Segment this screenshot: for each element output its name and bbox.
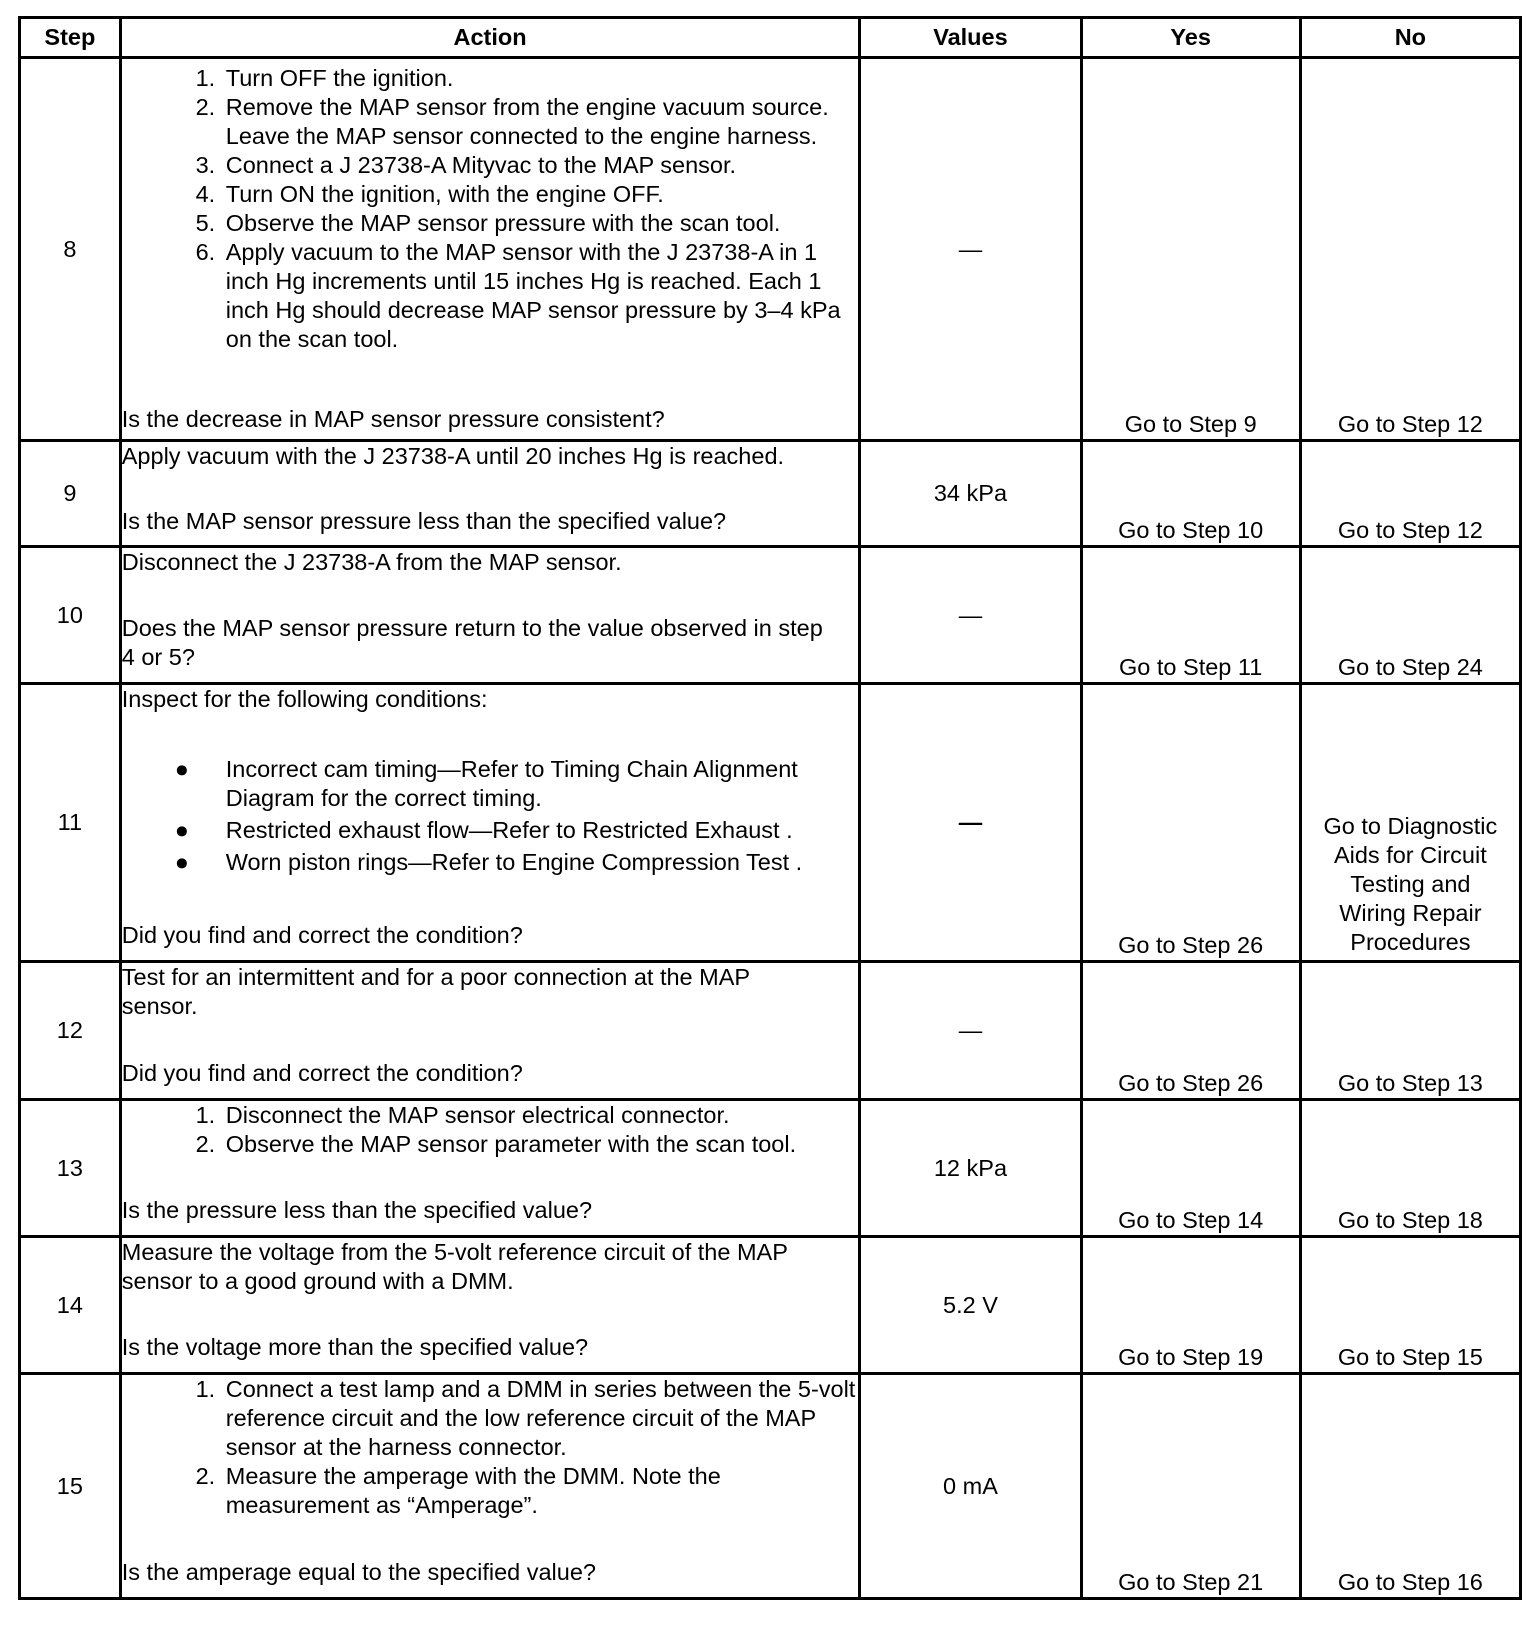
table-row: [20, 58, 1521, 441]
action-question: Is the amperage equal to the specified value?: [121, 1559, 596, 1585]
action-text: Test for an intermittent and for a poor connection at the MAP sensor.: [121, 964, 750, 1019]
spec-value: —: [860, 684, 1081, 962]
table-row: [20, 1100, 1521, 1237]
yes-result: Go to Step 26: [1081, 684, 1300, 962]
yes-result: Go to Step 21: [1081, 1374, 1300, 1599]
list-item-text: Incorrect cam timing—Refer to Timing Chain Alignment Diagram for the correct timing.: [225, 756, 798, 811]
action-header: Action: [120, 18, 860, 58]
bullet-icon: ●: [174, 756, 189, 782]
values-header: Values: [860, 18, 1081, 58]
step-number: 10: [20, 547, 121, 684]
table-row: [20, 1237, 1521, 1374]
list-item: 1. Disconnect the MAP sensor electrical connector.: [222, 1101, 859, 1130]
table-row: [20, 441, 1521, 547]
action-cell: [120, 684, 860, 962]
table-row: [20, 962, 1521, 1100]
step-number: 12: [20, 962, 121, 1100]
no-result: [1300, 684, 1520, 962]
spec-value: —: [860, 962, 1081, 1100]
step-header: Step: [20, 18, 121, 58]
list-item: 2. Observe the MAP sensor parameter with the scan tool.: [222, 1130, 859, 1159]
list-item: 6. Apply vacuum to the MAP sensor with the J 23738-A in 1 inch Hg increments until 15 inches Hg is reached. Each 1 inch Hg should decrease MAP sensor pressure by 3–4 kPa on the scan tool.: [222, 238, 859, 354]
list-item: 5. Observe the MAP sensor pressure with the scan tool.: [222, 209, 859, 238]
action-cell: [120, 1374, 860, 1599]
spec-value: —: [860, 58, 1081, 441]
no-result: Go to Step 13: [1300, 962, 1520, 1100]
no-result: Go to Step 12: [1300, 441, 1520, 547]
action-cell: [120, 547, 860, 684]
action-text: Inspect for the following conditions:: [121, 686, 488, 712]
step-number: 9: [20, 441, 121, 547]
no-result: Go to Step 24: [1300, 547, 1520, 684]
spec-value: 5.2 V: [860, 1237, 1081, 1374]
action-question: Is the voltage more than the specified value?: [121, 1334, 589, 1360]
action-cell: [120, 441, 860, 547]
action-steps: [122, 1375, 859, 1520]
action-question: Is the MAP sensor pressure less than the specified value?: [121, 508, 727, 534]
list-item: 1. Connect a test lamp and a DMM in series between the 5-volt reference circuit and the low reference circuit of the MAP sensor at the harness connector.: [222, 1375, 859, 1462]
step-number: 11: [20, 684, 121, 962]
yes-result: Go to Step 11: [1081, 547, 1300, 684]
list-item: 1. Turn OFF the ignition.: [222, 64, 859, 93]
action-steps: [122, 1101, 859, 1159]
condition-list: [122, 755, 859, 877]
spec-value: —: [860, 547, 1081, 684]
step-number: 8: [20, 58, 121, 441]
action-question: Did you find and correct the condition?: [121, 922, 523, 948]
spec-value: 34 kPa: [860, 441, 1081, 547]
diagnostic-table: [18, 16, 1522, 1600]
action-question: Does the MAP sensor pressure return to the value observed in step 4 or 5?: [121, 615, 823, 670]
list-item: 4. Turn ON the ignition, with the engine OFF.: [222, 180, 859, 209]
list-item-text: Worn piston rings—Refer to Engine Compression Test .: [225, 849, 803, 875]
yes-result: Go to Step 9: [1081, 58, 1300, 441]
no-result-text: Go to Diagnostic Aids for Circuit Testing and Wiring Repair Procedures: [1323, 813, 1498, 955]
action-cell: [120, 1100, 860, 1237]
spec-value: 0 mA: [860, 1374, 1081, 1599]
yes-header: Yes: [1081, 18, 1300, 58]
bullet-icon: ●: [174, 817, 189, 843]
no-result: Go to Step 16: [1300, 1374, 1520, 1599]
yes-result: Go to Step 10: [1081, 441, 1300, 547]
action-question: Is the pressure less than the specified value?: [121, 1197, 593, 1223]
action-steps: [122, 64, 859, 354]
bullet-icon: ●: [174, 849, 189, 875]
list-item: [174, 848, 859, 877]
action-cell: [120, 962, 860, 1100]
list-item-text: Restricted exhaust flow—Refer to Restricted Exhaust .: [225, 817, 793, 843]
table-row: [20, 547, 1521, 684]
list-item: 2. Remove the MAP sensor from the engine vacuum source. Leave the MAP sensor connected to the engine harness.: [222, 93, 859, 151]
action-cell: [120, 1237, 860, 1374]
no-result: Go to Step 12: [1300, 58, 1520, 441]
action-text: Measure the voltage from the 5-volt reference circuit of the MAP sensor to a good ground with a DMM.: [121, 1239, 788, 1294]
yes-result: Go to Step 19: [1081, 1237, 1300, 1374]
table-row: [20, 1374, 1521, 1599]
table-row: [20, 684, 1521, 962]
yes-result: Go to Step 26: [1081, 962, 1300, 1100]
list-item: 2. Measure the amperage with the DMM. Note the measurement as “Amperage”.: [222, 1462, 859, 1520]
list-item: [174, 755, 859, 813]
step-number: 13: [20, 1100, 121, 1237]
yes-result: Go to Step 14: [1081, 1100, 1300, 1237]
spec-value: 12 kPa: [860, 1100, 1081, 1237]
step-number: 15: [20, 1374, 121, 1599]
list-item: [174, 816, 859, 845]
header-row: [20, 18, 1521, 58]
action-cell: [120, 58, 860, 441]
action-text: Apply vacuum with the J 23738-A until 20 inches Hg is reached.: [121, 443, 785, 469]
action-question: Is the decrease in MAP sensor pressure consistent?: [121, 406, 665, 432]
action-question: Did you find and correct the condition?: [121, 1060, 523, 1086]
no-header: No: [1300, 18, 1520, 58]
list-item: 3. Connect a J 23738-A Mityvac to the MAP sensor.: [222, 151, 859, 180]
no-result: Go to Step 15: [1300, 1237, 1520, 1374]
no-result: Go to Step 18: [1300, 1100, 1520, 1237]
action-text: Disconnect the J 23738-A from the MAP sensor.: [121, 549, 622, 575]
step-number: 14: [20, 1237, 121, 1374]
diagnostic-document: [18, 16, 1522, 1600]
